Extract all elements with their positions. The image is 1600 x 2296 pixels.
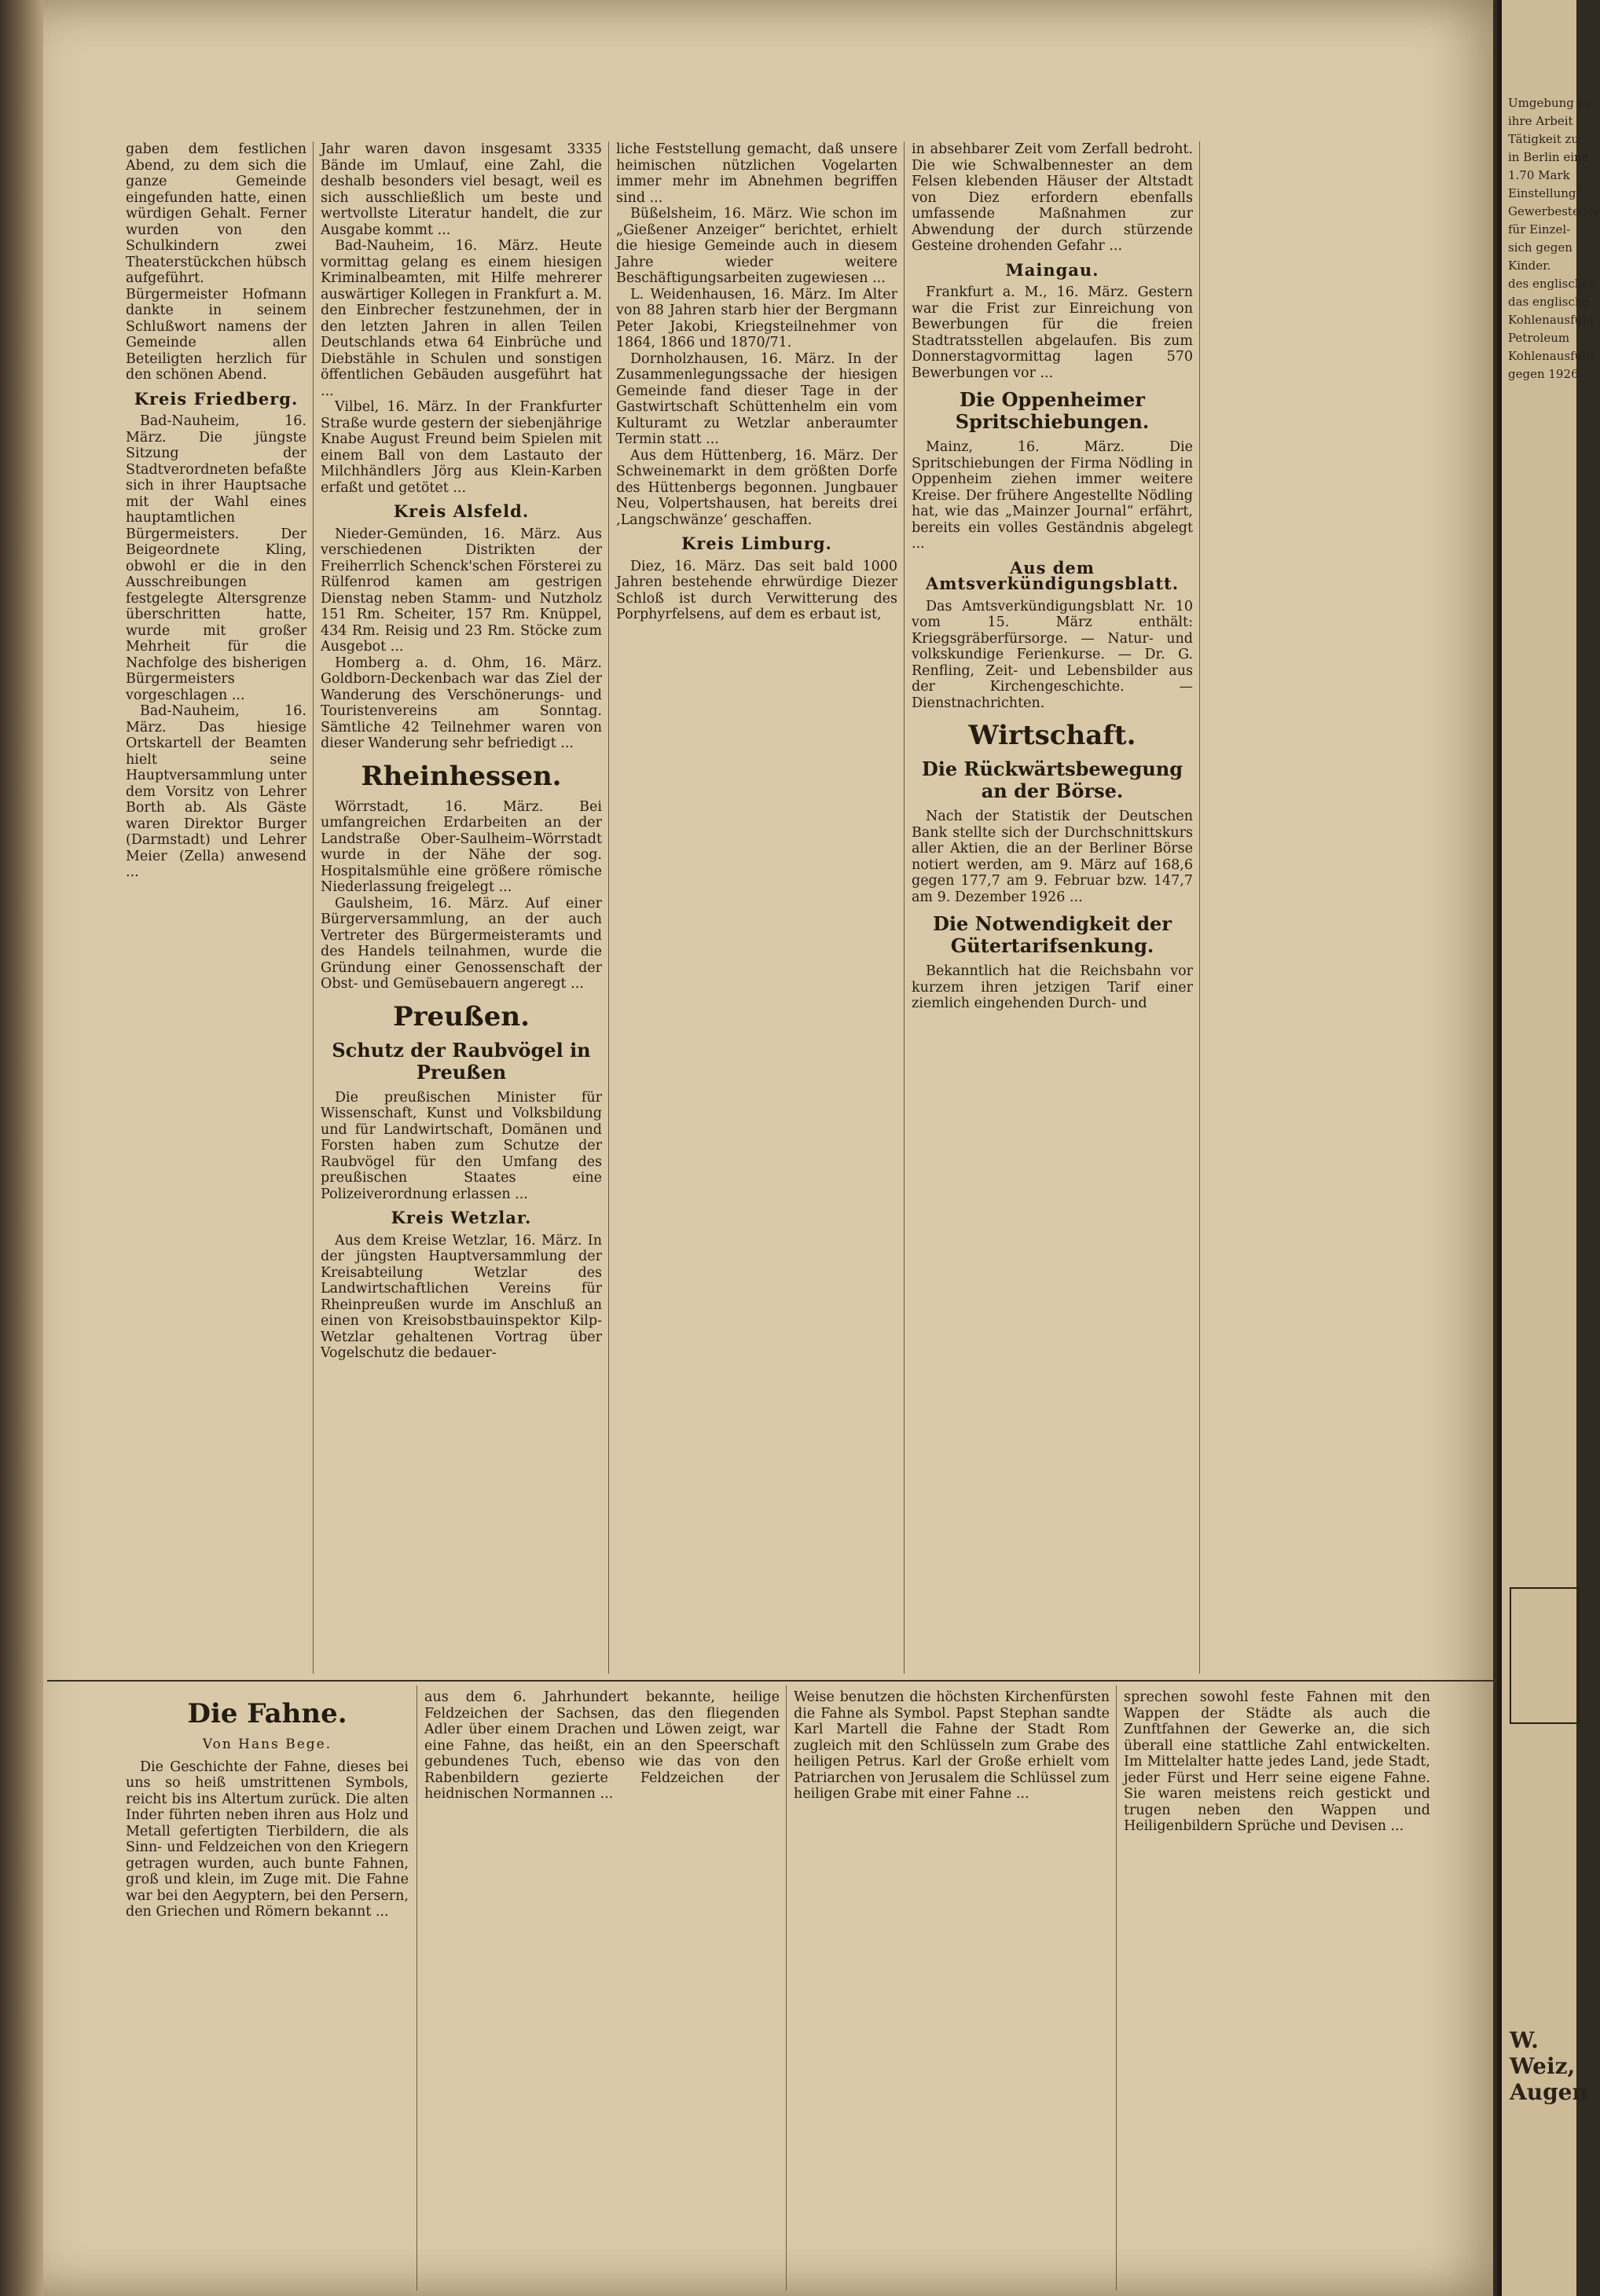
- column-1: [126, 141, 306, 1674]
- article-text: Mainz, 16. März. Die Spritschiebungen der Firma Nödling in Oppenheim ziehen immer weitere Kreise. Der frühere Angestellte Nödling hat, wie das „Mainzer Journal“ erfährt, bereits ein volles Geständnis abgelegt ...: [912, 439, 1193, 552]
- article-text: Bekanntlich hat die Reichsbahn vor kurzem ihren jetzigen Tarif einer ziemlich eingehenden Durch- und: [912, 963, 1193, 1011]
- article-text: Vilbel, 16. März. In der Frankfurter Straße wurde gestern der siebenjährige Knabe August Freund beim Spielen mit einem Ball von dem Lastauto der Milchhändlers Jörg aus Klein-Karben erfaßt und getötet ...: [321, 399, 602, 496]
- article-text: Nach der Statistik der Deutschen Bank stellte sich der Durchschnittskurs aller Aktien, die an der Berliner Börse notiert werden, am 9. März auf 168,6 gegen 177,7 am 9. Februar bzw. 147,7 am 9. Dezember 1926 ...: [912, 809, 1193, 905]
- article-headline: Die Rückwärtsbewegung an der Börse.: [921, 757, 1183, 802]
- article-text: liche Feststellung gemacht, daß unsere heimischen nützlichen Vogelarten immer mehr im Abnehmen begriffen sind ...: [616, 141, 897, 206]
- article-text: Wörrstadt, 16. März. Bei umfangreichen Erdarbeiten an der Landstraße Ober-Saulheim–Wörrstadt wurde in der Nähe der sog. Hospitalsmühle eine größere römische Niederlassung freigelegt ...: [321, 798, 602, 895]
- column-2: [321, 141, 602, 1674]
- section-heading: Kreis Limburg.: [681, 534, 832, 553]
- adjacent-text-fragment: Gewerbesteuer: [1508, 204, 1600, 218]
- article-text: Homberg a. d. Ohm, 16. März. Goldborn-Deckenbach war das Ziel der Wanderung des Verschönerungs- und Touristenvereins am Sonntag. Sämtliche 42 Teilnehmer waren von dieser Wanderung sehr befriedigt ...: [321, 655, 602, 751]
- article-text: Bad-Nauheim, 16. März. Heute vormittag gelang es einem hiesigen Kriminalbeamten, mit Hilfe mehrerer auswärtiger Kollegen in Frankfurt a. M. den Einbrecher festzunehmen, der in den letzten Jahren in allen Teilen Deutschlands etwa 64 Einbrüche und Diebstähle in Schulen und sonstigen öffentlichen Gebäuden ausgeführt hat ...: [321, 238, 602, 399]
- feuilleton-column-2: [424, 1689, 780, 2287]
- article-text: Frankfurt a. M., 16. März. Gestern war die Frist zur Einreichung von Bewerbungen für die freien Stadtratsstellen abgelaufen. Bis zum Donnerstagvormittag lagen 570 Bewerbungen vor ...: [912, 284, 1193, 381]
- book-spine: [0, 0, 43, 2296]
- section-heading: Maingau.: [1005, 259, 1099, 280]
- column-rule: [313, 141, 314, 1674]
- article-text: in absehbarer Zeit vom Zerfall bedroht. Die wie Schwalbennester an dem Felsen klebenden Häuser der Altstadt von Diez erfordern ebenfalls umfassende Maßnahmen zur Abwendung der durch stürzende Gesteine drohenden Gefahr ...: [912, 141, 1193, 254]
- column-4: [912, 141, 1193, 1674]
- article-headline: Schutz der Raubvögel in Preußen: [332, 1038, 591, 1084]
- article-text: Jahr waren davon insgesamt 3335 Bände im Umlauf, eine Zahl, die deshalb besonders viel besagt, weil es sich ausschließlich um beste und wertvollste Literatur handelt, die zur Ausgabe kommt ...: [321, 141, 602, 238]
- article-headline: Die Oppenheimer Spritschiebungen.: [955, 388, 1150, 433]
- adjacent-text-fragment: für Einzel-: [1508, 222, 1571, 237]
- adjacent-text-fragment: ihre Arbeit: [1508, 114, 1573, 128]
- adjacent-text-fragment: das englische: [1508, 295, 1590, 309]
- section-heading: Kreis Wetzlar.: [391, 1208, 532, 1227]
- section-heading: Preußen.: [393, 1000, 530, 1032]
- adjacent-text-fragment: Umgebung zu: [1508, 96, 1592, 110]
- feuilleton-column-4: [1124, 1689, 1430, 2287]
- column-rule: [1199, 141, 1200, 1674]
- feuilleton-rule: [47, 1680, 1517, 1682]
- adjacent-text-fragment: in Berlin eine: [1508, 150, 1589, 164]
- article-text: Gaulsheim, 16. März. Auf einer Bürgerversammlung, an der auch Vertreter des Bürgermeisteramts und des Handels teilnahmen, wurde die Gründung einer Genossenschaft der Obst- und Gemüsebauern angeregt ...: [321, 895, 602, 992]
- adjacent-text-fragment: Einstellung: [1508, 186, 1576, 200]
- adjacent-text-fragment: gegen 1926: [1508, 367, 1579, 381]
- article-text: Die Geschichte der Fahne, dieses bei uns so heiß umstrittenen Symbols, reicht bis ins Altertum zurück. Die alten Inder führten neben ihren aus Holz und Metall gefertigten Tierbildern, die als Sinn- und Feldzeichen von den Kriegern getragen wurden, auch bunte Fahnen, groß und klein, im Zuge mit. Die Fahne war bei den Aegyptern, bei den Persern, den Griechen und Römern bekannt ...: [126, 1759, 409, 1920]
- feuilleton-column-3: [794, 1689, 1110, 2287]
- article-text: Die preußischen Minister für Wissenschaft, Kunst und Volksbildung und für Landwirtschaft, Domänen und Forsten haben zum Schutze der Raubvögel für den Umfang des preußischen Staates eine Polizeiverordnung erlassen ...: [321, 1089, 602, 1202]
- article-text: Büßelsheim, 16. März. Wie schon im „Gießener Anzeiger“ berichtet, erhielt die hiesige Gemeinde auch in diesem Jahre wieder weitere Beschäftigungsarbeiten zugewiesen ...: [616, 206, 897, 286]
- article-text: Bad-Nauheim, 16. März. Die jüngste Sitzung der Stadtverordneten befaßte sich in ihrer Hauptsache mit der Wahl eines hauptamtlichen Bürgermeisters. Der Beigeordnete Kling, obwohl er die in den Ausschreibungen festgelegte Altersgrenze überschritten hatte, wurde mit großer Mehrheit für die Nachfolge des bisherigen Bürgermeisters vorgeschlagen ...: [126, 413, 306, 703]
- article-text: sprechen sowohl feste Fahnen mit den Wappen der Städte als auch die Zunftfahnen der Gewerke an, die sich überall eine stattliche Zahl entwickelten. Im Mittelalter hatte jedes Land, jede Stadt, jeder Fürst und Herr seine eigene Fahne. Sie waren meistens reich gestickt und trugen neben den Wappen und Heiligenbildern Sprüche und Devisen ...: [1124, 1689, 1430, 1834]
- adjacent-text-fragment: Tätigkeit zu: [1508, 132, 1580, 146]
- article-text: Aus dem Hüttenberg, 16. März. Der Schweinemarkt in dem größten Dorfe des Hüttenbergs begonnen. Jungbauer Neu, Volpertshausen, hat bereits drei ‚Langschwänze‘ geschaffen.: [616, 447, 897, 528]
- feuilleton-byline: Von Hans Bege.: [202, 1737, 332, 1752]
- article-text: aus dem 6. Jahrhundert bekannte, heilige Feldzeichen der Sachsen, das den fliegenden Adler über einem Drachen und Löwen zeigt, war eine Fahne, das heißt, ein an den Speerschaft gebundenes Tuch, ebenso wie das von den Rabenbildern gezierte Feldzeichen der heidnischen Normannen ...: [424, 1689, 780, 1802]
- column-rule: [1116, 1685, 1117, 2290]
- article-text: Aus dem Kreise Wetzlar, 16. März. In der jüngsten Hauptversammlung der Kreisabteilung Wetzlar des Landwirtschaftlichen Vereins für Rheinpreußen wurde im Anschluß an einen von Kreisobstbauinspektor Kilp-Wetzlar gehaltenen Vortrag über Vogelschutz die bedauer-: [321, 1232, 602, 1361]
- feuilleton-title: Die Fahne.: [187, 1698, 347, 1729]
- article-text: Nieder-Gemünden, 16. März. Aus verschiedenen Distrikten der Freiherrlich Schenck'schen Försterei zu Rülfenrod kamen am gestrigen Dienstag neben Stamm- und Nutzholz 151 Rm. Scheiter, 157 Rm. Knüppel, 434 Rm. Reisig und 23 Rm. Stöcke zum Ausgebot ...: [321, 526, 602, 655]
- article-text: Diez, 16. März. Das seit bald 1000 Jahren bestehende ehrwürdige Diezer Schloß ist durch Verwitterung des Porphyrfelsens, auf dem es erbaut ist,: [616, 558, 897, 622]
- section-heading: Wirtschaft.: [968, 720, 1136, 751]
- advertisement: [1510, 1587, 1580, 1724]
- section-heading: Rheinhessen.: [361, 760, 562, 792]
- section-heading: Aus dem Amtsverkündigungsblatt.: [925, 557, 1180, 593]
- column-rule: [608, 141, 609, 1674]
- section-heading: Kreis Friedberg.: [134, 388, 299, 409]
- article-text: L. Weidenhausen, 16. März. Im Alter von 88 Jahren starb hier der Bergmann Peter Jakobi, Kriegsteilnehmer von 1864, 1866 und 1870/71.: [616, 286, 897, 350]
- article-text: Weise benutzen die höchsten Kirchenfürsten die Fahne als Symbol. Papst Stephan sandte Karl Martell die Fahne der Stadt Rom zugleich mit den Schlüsseln zum Grabe des heiligen Petrus. Karl der Große erhielt vom Patriarchen von Jerusalem die Schlüssel zum heiligen Grabe mit einer Fahne ...: [794, 1689, 1110, 1802]
- adjacent-text-fragment: Kinder.: [1508, 259, 1551, 273]
- adjacent-text-fragment: Kohlenausfuhr: [1508, 349, 1596, 363]
- column-3: [616, 141, 897, 1674]
- adjacent-text-fragment: sich gegen: [1508, 240, 1572, 255]
- column-rule: [904, 141, 905, 1674]
- article-text: gaben dem festlichen Abend, zu dem sich die ganze Gemeinde eingefunden hatte, einen würdigen Gehalt. Ferner wurden von den Schulkindern zwei Theaterstückchen hübsch aufgeführt. Bürgermeister Hofmann dankte in seinem Schlußwort namens der Gemeinde allen Beteiligten herzlich für den schönen Abend.: [126, 141, 306, 383]
- adjacent-text-fragment: Petroleum: [1508, 331, 1570, 345]
- article-text: Bad-Nauheim, 16. März. Das hiesige Ortskartell der Beamten hielt seine Hauptversammlung unter dem Vorsitz von Lehrer Borth ab. Als Gäste waren Direktor Burger (Darmstadt) und Lehrer Meier (Zella) anwesend ...: [126, 703, 306, 880]
- column-rule: [786, 1685, 787, 2290]
- feuilleton-column-1: [126, 1689, 409, 2287]
- article-headline: Die Notwendigkeit der Gütertarifsenkung.: [933, 912, 1172, 957]
- adjacent-text-fragment: 1.70 Mark: [1508, 168, 1570, 182]
- adjacent-text-fragment: Kohlenausfuhr: [1508, 313, 1596, 327]
- adjacent-page-text: [1502, 0, 1600, 383]
- article-text: Dornholzhausen, 16. März. In der Zusammenlegungssache der hiesigen Gemeinde fand dieser Tage in der Gastwirtschaft Schüttenhelm ein vom Kulturamt zu Wetzlar anberaumter Termin statt ...: [616, 350, 897, 447]
- adjacent-page-edge: [1497, 0, 1600, 2296]
- section-heading: Kreis Alsfeld.: [393, 501, 530, 521]
- advertisement-brand: W. Weiz, Augen: [1510, 2027, 1588, 2105]
- adjacent-text-fragment: des englischen: [1508, 277, 1597, 291]
- article-text: Das Amtsverkündigungsblatt Nr. 10 vom 15. März enthält: Kriegsgräberfürsorge. — Natur- und volkskundige Ferienkurse. — Dr. G. Renfling, Zeit- und Lebensbilder aus der Kirchengeschichte. — Dienstnachrichten.: [912, 598, 1193, 711]
